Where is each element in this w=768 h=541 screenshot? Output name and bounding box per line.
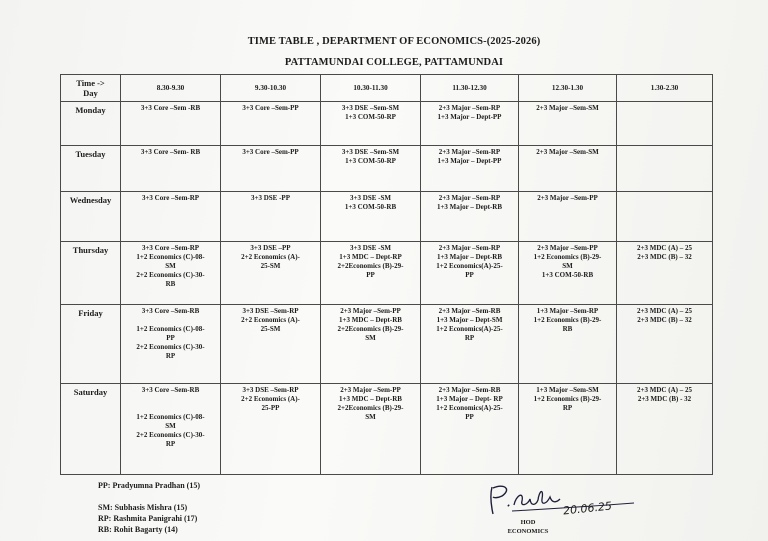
schedule-cell [221, 242, 321, 305]
timetable-title: TIME TABLE , DEPARTMENT OF ECONOMICS-(2025-2026) [247, 36, 541, 47]
class-entry: 3+3 Core –Sem-RP [141, 244, 200, 252]
class-entry: SM [365, 334, 376, 342]
class-entry: 2+2 Economics (C)-30- [136, 343, 205, 351]
schedule-cell [121, 305, 221, 384]
schedule-cell [321, 242, 421, 305]
class-entry: 3+3 DSE -SM [350, 244, 391, 252]
class-entry: PP [465, 271, 474, 279]
class-entry: 3+3 Core –Sem-PP [242, 148, 299, 156]
class-entry: 1+2 Economics (B)-29- [533, 316, 602, 324]
schedule-cell [221, 305, 321, 384]
class-entry: 1+3 MDC – Dept-RB [339, 395, 402, 403]
day-row [61, 384, 713, 475]
class-entry: 25-PP [261, 404, 280, 412]
class-entry: 1+2 Economics(A)-25- [436, 325, 503, 333]
slot-header: 1.30-2.30 [617, 75, 713, 102]
class-entry: 1+3 Major –Sem-RP [536, 307, 599, 315]
schedule-cell [321, 305, 421, 384]
class-entry: 1+2 Economics (C)-08- [136, 413, 205, 421]
class-entry: 3+3 Core –Sem-RP [141, 194, 200, 202]
class-entry: 1+3 Major – Dept- RP [436, 395, 503, 403]
corner-time-label: Time -> [76, 78, 105, 88]
class-entry: 2+3 MDC (A) – 25 [637, 307, 692, 315]
class-entry: 1+2 Economics(A)-25- [436, 262, 503, 270]
class-entry: 1+2 Economics (B)-29- [533, 253, 602, 261]
class-entry: 2+2 Economics (A)- [241, 395, 300, 403]
schedule-cell [121, 242, 221, 305]
class-entry: RP [562, 404, 573, 412]
class-entry: 3+3 DSE -SM [350, 194, 391, 202]
class-entry [123, 395, 218, 404]
class-entry: 2+3 Major –Sem-RB [438, 307, 501, 315]
class-entry: 2+3 Major –Sem-RP [438, 104, 501, 112]
class-entry: 2+3 Major –Sem-SM [536, 104, 599, 112]
day-label: Monday [61, 102, 121, 146]
class-entry: 1+3 Major – Dept-RB [436, 203, 503, 211]
class-entry: 1+2 Economics (B)-29- [533, 395, 602, 403]
class-entry: RP [464, 334, 475, 342]
schedule-cell [421, 305, 519, 384]
schedule-cell [121, 102, 221, 146]
class-entry: 1+3 MDC – Dept-RP [339, 253, 402, 261]
slot-header: 9.30-10.30 [221, 75, 321, 102]
schedule-cell [121, 384, 221, 475]
schedule-cell [321, 102, 421, 146]
class-entry: 1+3 Major –Sem-SM [536, 386, 599, 394]
class-entry: 2+2 Economics (C)-30- [136, 431, 205, 439]
class-entry: 3+3 Core –Sem-RB [141, 307, 200, 315]
day-row [61, 146, 713, 192]
class-entry: 2+3 Major –Sem-PP [537, 194, 598, 202]
day-row [61, 242, 713, 305]
class-entry: 1+3 Major – Dept-PP [437, 157, 502, 165]
legend-sm: SM: Subhasis Mishra (15) [98, 503, 188, 512]
schedule-cell [421, 384, 519, 475]
class-entry: 2+2 Economics (A)- [241, 316, 300, 324]
schedule-cell [221, 146, 321, 192]
class-entry: SM [562, 262, 573, 270]
class-entry: 1+3 COM-50-RB [541, 271, 594, 279]
slot-header: 8.30-9.30 [121, 75, 221, 102]
class-entry: 2+3 Major –Sem-RP [438, 244, 501, 252]
day-label: Friday [61, 305, 121, 384]
slot-header: 12.30-1.30 [519, 75, 617, 102]
class-entry: 3+3 DSE -PP [251, 194, 290, 202]
schedule-cell [221, 192, 321, 242]
schedule-cell [519, 146, 617, 192]
class-entry: 1+3 COM-50-RP [345, 157, 396, 165]
slot-header: 11.30-12.30 [421, 75, 519, 102]
class-entry: 2+3 Major –Sem-PP [340, 386, 401, 394]
schedule-cell [617, 146, 713, 192]
class-entry: 1+3 Major – Dept-RB [436, 253, 503, 261]
legend-pp: PP: Pradyumna Pradhan (15) [98, 481, 200, 490]
class-entry: RB [165, 280, 176, 288]
class-entry: 1+2 Economics (C)-08- [136, 253, 205, 261]
schedule-cell [421, 242, 519, 305]
class-entry: PP [366, 271, 375, 279]
schedule-cell [519, 192, 617, 242]
class-entry: 3+3 DSE –Sem-SM [341, 104, 400, 112]
class-entry: 2+3 Major –Sem-PP [537, 244, 598, 252]
class-entry: 3+3 Core –Sem- RB [140, 148, 201, 156]
schedule-cell [617, 384, 713, 475]
schedule-cell [221, 384, 321, 475]
legend-rb: RB: Rohit Bagarty (14) [98, 525, 178, 534]
schedule-cell [321, 384, 421, 475]
hod-label: HOD [520, 519, 536, 526]
schedule-cell [321, 192, 421, 242]
header-row [61, 75, 713, 102]
corner-cell [61, 75, 121, 102]
schedule-cell [421, 146, 519, 192]
schedule-cell [617, 102, 713, 146]
day-row [61, 192, 713, 242]
class-entry [123, 404, 218, 413]
class-entry: 2+3 MDC (A) – 25 [637, 244, 692, 252]
class-entry: SM [165, 422, 176, 430]
class-entry: 2+3 MDC (A) – 25 [637, 386, 692, 394]
schedule-cell [519, 384, 617, 475]
class-entry: 3+3 Core –Sem-RB [141, 386, 200, 394]
class-entry: 2+2 Economics (A)- [241, 253, 300, 261]
day-label: Tuesday [61, 146, 121, 192]
class-entry: 1+2 Economics(A)-25- [436, 404, 503, 412]
class-entry: 3+3 Core –Sem-PP [242, 104, 299, 112]
class-entry: 1+2 Economics (C)-08- [136, 325, 205, 333]
college-name: PATTAMUNDAI COLLEGE, PATTAMUNDAI [284, 57, 504, 68]
class-entry: 2+2 Economics (C)-30- [136, 271, 205, 279]
class-entry: 2+2Economics (B)-29- [337, 404, 404, 412]
department-label: ECONOMICS [507, 528, 549, 535]
schedule-cell [617, 305, 713, 384]
class-entry: RP [165, 440, 176, 448]
class-entry: 1+3 COM-50-RB [344, 203, 397, 211]
schedule-cell [617, 192, 713, 242]
class-entry: 1+3 MDC – Dept-RB [339, 316, 402, 324]
day-row [61, 305, 713, 384]
slot-header: 10.30-11.30 [321, 75, 421, 102]
schedule-cell [617, 242, 713, 305]
schedule-cell [121, 146, 221, 192]
class-entry: 1+3 Major – Dept-PP [437, 113, 502, 121]
timetable-grid [60, 74, 713, 475]
class-entry: 3+3 DSE –Sem-RP [242, 386, 299, 394]
class-entry: 25-SM [260, 262, 281, 270]
class-entry: SM [165, 262, 176, 270]
schedule-cell [421, 192, 519, 242]
schedule-cell [519, 305, 617, 384]
legend-rp: RP: Rashmita Panigrahi (17) [98, 514, 198, 523]
schedule-cell [421, 102, 519, 146]
class-entry: 2+3 MDC (B) – 32 [637, 253, 692, 261]
class-entry: 2+3 Major –Sem-PP [340, 307, 401, 315]
day-label: Wednesday [61, 192, 121, 242]
class-entry [123, 316, 218, 325]
class-entry: 2+2Economics (B)-29- [337, 325, 404, 333]
class-entry: 2+2Economics (B)-29- [337, 262, 404, 270]
signature-date: 20.06.25 [562, 499, 613, 518]
corner-day-label: Day [83, 88, 98, 98]
class-entry: 2+3 MDC (B) – 32 [637, 316, 692, 324]
class-entry: SM [365, 413, 376, 421]
schedule-cell [519, 102, 617, 146]
class-entry: 3+3 DSE –PP [250, 244, 291, 252]
class-entry: 25-SM [260, 325, 281, 333]
day-label: Saturday [61, 384, 121, 475]
class-entry: 2+3 Major –Sem-SM [536, 148, 599, 156]
class-entry: RP [165, 352, 176, 360]
class-entry: 2+3 Major –Sem-RP [438, 148, 501, 156]
class-entry: 2+3 Major –Sem-RP [438, 194, 501, 202]
schedule-cell [321, 146, 421, 192]
schedule-cell [121, 192, 221, 242]
class-entry: PP [465, 413, 474, 421]
class-entry: 3+3 Core –Sem -RB [140, 104, 201, 112]
hod-designation [498, 518, 558, 536]
day-label: Thursday [61, 242, 121, 305]
class-entry: RB [562, 325, 573, 333]
class-entry: 2+3 MDC (B) - 32 [637, 395, 692, 403]
schedule-cell [221, 102, 321, 146]
class-entry: 2+3 Major –Sem-RB [438, 386, 501, 394]
class-entry: 1+3 COM-50-RP [345, 113, 396, 121]
class-entry: 1+3 Major – Dept-SM [436, 316, 503, 324]
class-entry: PP [166, 334, 175, 342]
class-entry: 3+3 DSE –Sem-SM [341, 148, 400, 156]
class-entry: 3+3 DSE –Sem-RP [242, 307, 299, 315]
schedule-cell [519, 242, 617, 305]
day-row [61, 102, 713, 146]
